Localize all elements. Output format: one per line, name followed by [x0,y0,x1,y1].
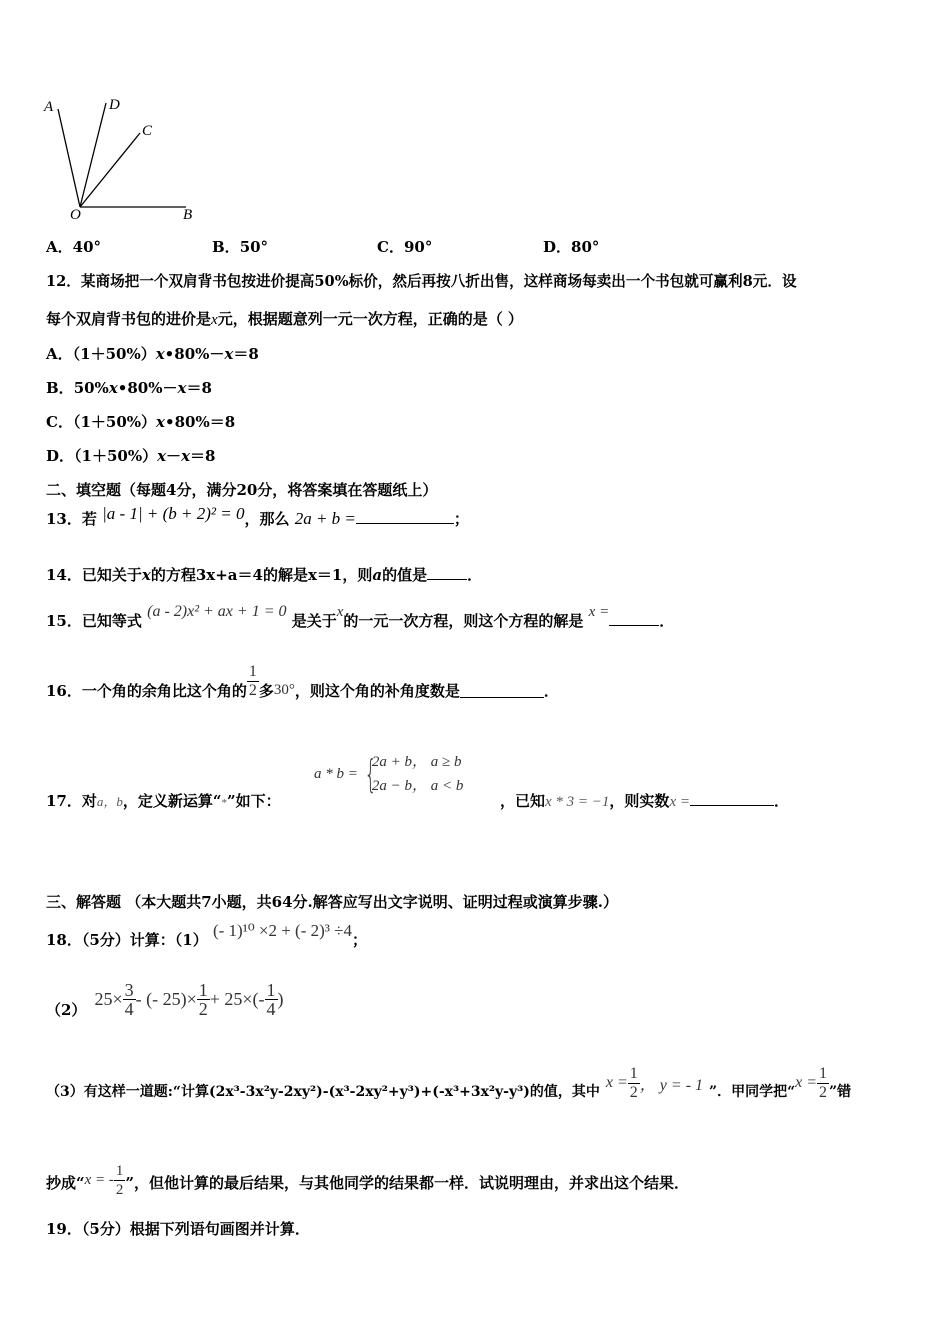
q14-text: 的方程 [150,566,196,584]
option-text: •80%－ [164,345,225,363]
q17-definition [314,750,463,798]
q13-equation: |a - 1| + (b + 2)² = 0 [102,504,245,523]
q16-text: 多 [258,681,274,700]
q17-vars: a，b [96,794,123,809]
fraction-1-2 [114,1162,126,1199]
option-var: x [155,345,165,363]
numerator: 1 [198,979,208,1000]
fraction-1-2 [817,1065,829,1102]
q17-cases [372,750,464,798]
option-key: C． [46,413,73,431]
q17-case-2: 2a − b， a < b [371,778,464,794]
q14-solution: x＝1 [307,566,343,584]
q17-lead [46,790,281,811]
denominator: 2 [198,998,208,1019]
option-var: x [181,447,191,465]
q18-expr-part: 25× [94,988,123,1009]
q18-expr-part: + 25×(- [209,988,265,1009]
answer-blank[interactable] [609,611,659,626]
q14-text: 14．已知关于 [46,566,142,584]
q17-text: ”如下： [227,792,281,810]
q18-text: ”错 [829,1084,852,1100]
fraction-1-2 [628,1065,640,1102]
q17-answer-label: x = [669,794,690,810]
q16 [46,656,559,706]
option-text: ＝8 [233,345,259,363]
numerator: 1 [819,1064,828,1082]
option-text: 40° [72,238,102,256]
option-text: 90° [403,238,433,256]
q14-text: 的值是 [382,566,428,584]
q11-option-b [212,236,268,257]
q18-part3 [46,1058,851,1108]
q18-cond-x: x = [605,1074,628,1091]
q18-cond-y: ， y = - 1 [639,1076,704,1094]
numerator: 1 [248,662,257,680]
q17-operator: * [221,797,228,809]
q18-expr-part: ) [277,988,284,1009]
fraction-1-2 [197,981,210,1018]
denominator: 4 [124,998,134,1019]
q17-case-1: 2a + b， a ≥ b [371,754,462,770]
denominator: 2 [115,1181,124,1198]
section-3-heading: 三、解答题 （本大题共7小题，共64分.解答应写出文字说明、证明过程或演算步骤.） [46,893,618,911]
q17-known: x * 3 = −1 [545,794,610,810]
q11-option-d [543,236,599,257]
option-key: D． [46,447,75,465]
q15-text: 是关于 [291,612,337,630]
q13 [46,504,469,529]
q18-part3-cont [46,1158,689,1202]
q17-text: ，则实数 [609,792,670,810]
q17-text: 17．对 [46,792,97,810]
q14-text: ，则 [342,566,373,584]
q11-option-a [46,236,101,257]
q12-option-d [46,445,215,466]
q17-tail [500,790,789,811]
option-text: 50° [239,238,269,256]
option-key: B． [46,379,74,397]
q18-part1 [46,920,367,949]
q15-text: 的一元一次方程，则这个方程的解是 [343,612,584,630]
q18-text: 18．（5分）计算：（1） [46,931,208,949]
option-key: D． [543,238,572,256]
option-key: A． [46,238,73,256]
numerator: 1 [115,1162,124,1179]
option-text: •80%＝8 [164,413,236,431]
q15 [46,600,675,630]
q18-text: ； [351,931,367,949]
option-var: x [177,379,187,397]
q18-text: 抄成“ [46,1173,85,1192]
q12-text: 每个双肩背书包的进价是 [46,310,212,328]
q17-text: ． [773,792,789,810]
q13-text: ，那么 [244,510,290,528]
q16-text: ． [543,681,559,700]
answer-blank[interactable] [690,791,774,806]
option-key: A． [46,345,73,363]
q17-text: ，已知 [500,792,546,810]
q16-text: 16．一个角的余角比这个角的 [46,681,247,700]
answer-blank[interactable] [356,509,454,524]
option-text: （1＋50%） [72,345,156,363]
q12-line1: 12．某商场把一个双肩背书包按进价提高50%标价，然后再按八折出售，这样商场每卖出一个书包就可赢利8元．设 [46,273,797,290]
q14-equation: 3x+a＝4 [195,566,263,584]
numerator: 3 [124,979,134,1000]
q13-text: ； [453,510,469,528]
q18-text: （2） [46,1000,87,1019]
option-var: x [224,345,234,363]
q18-correct-x: x = [795,1074,818,1091]
q18-text: ”．甲同学把“ [709,1084,796,1100]
ray-oa [58,109,80,207]
q13-expression: 2a + b = [294,509,356,528]
option-text: ＝8 [190,447,216,465]
q15-text: 15．已知等式 [46,612,142,630]
q15-equation: (a - 2)x² + ax + 1 = 0 [147,603,287,620]
denominator: 4 [266,998,276,1019]
numerator: 1 [629,1064,638,1082]
answer-blank[interactable] [427,565,467,580]
denominator: 2 [629,1083,638,1101]
q16-degree: 30° [273,681,295,698]
label-a: A [44,99,54,115]
option-text: （1＋50%） [74,447,158,465]
option-text: － [166,447,182,465]
q17-text: ，定义新运算“ [122,792,222,810]
q18-wrong-x: x = - [84,1171,114,1188]
option-text: 80° [571,238,600,256]
angle-figure [40,95,210,225]
q15-text: ． [659,612,675,630]
option-text: （1＋50%） [72,413,157,431]
q14-text: 的解是 [262,566,308,584]
section-2-heading: 二、填空题（每题4分，满分20分，将答案填在答题纸上） [46,481,438,499]
q14-var: a [372,566,383,584]
q11-option-c [377,236,432,257]
q19: 19．（5分）根据下列语句画图并计算． [46,1220,310,1238]
q15-answer-label: x = [588,604,610,620]
option-text: 50% [73,379,109,397]
q18-expression-1: (- 1)¹⁰ ×2 + (- 2)³ ÷4 [212,921,352,940]
brace-icon: { [364,752,377,796]
q18-text: ”，但他计算的最后结果，与其他同学的结果都一样．试说明理由，并求出这个结果． [125,1173,690,1192]
option-var: x [156,413,165,431]
q18-part2 [46,974,284,1024]
label-d: D [109,97,120,113]
q12-line2 [46,308,523,329]
q14-var: x [141,566,151,584]
option-var: x [157,447,167,465]
q18-text: （3）有这样一道题:“计算(2x³-3x²y-2xy²)-(x³-2xy²+y³)+(-x³+3x²y-y³)的值，其中 [46,1084,600,1100]
numerator: 1 [266,979,276,1000]
q14-text: ． [467,566,483,584]
denominator: 2 [819,1083,828,1101]
fraction-1-4 [265,981,278,1018]
q12-option-b [46,377,212,398]
label-o: O [70,207,81,223]
q15-var: x [336,604,344,620]
label-b: B [183,207,193,223]
q18-expr-part: - (- 25)× [135,988,197,1009]
option-key: C． [377,238,404,256]
q16-text: ，则这个角的补角度数是 [294,681,460,700]
option-var: x [108,379,118,397]
option-text: •80%－ [117,379,178,397]
fraction-3-4 [123,981,136,1018]
option-text: ＝8 [186,379,212,397]
answer-blank[interactable] [460,683,544,698]
q12-text: 元，根据题意列一元一次方程，正确的是（ ） [217,310,523,328]
q12-option-a [46,343,259,364]
q14 [46,564,482,585]
q12-option-c [46,411,235,432]
q17-def-lhs: a * b = [314,765,358,782]
q16-fraction [247,663,259,700]
label-c: C [142,123,153,139]
q12-var: x [211,312,218,328]
q13-label: 13．若 [46,510,97,528]
option-key: B． [212,238,240,256]
denominator: 2 [248,681,257,699]
